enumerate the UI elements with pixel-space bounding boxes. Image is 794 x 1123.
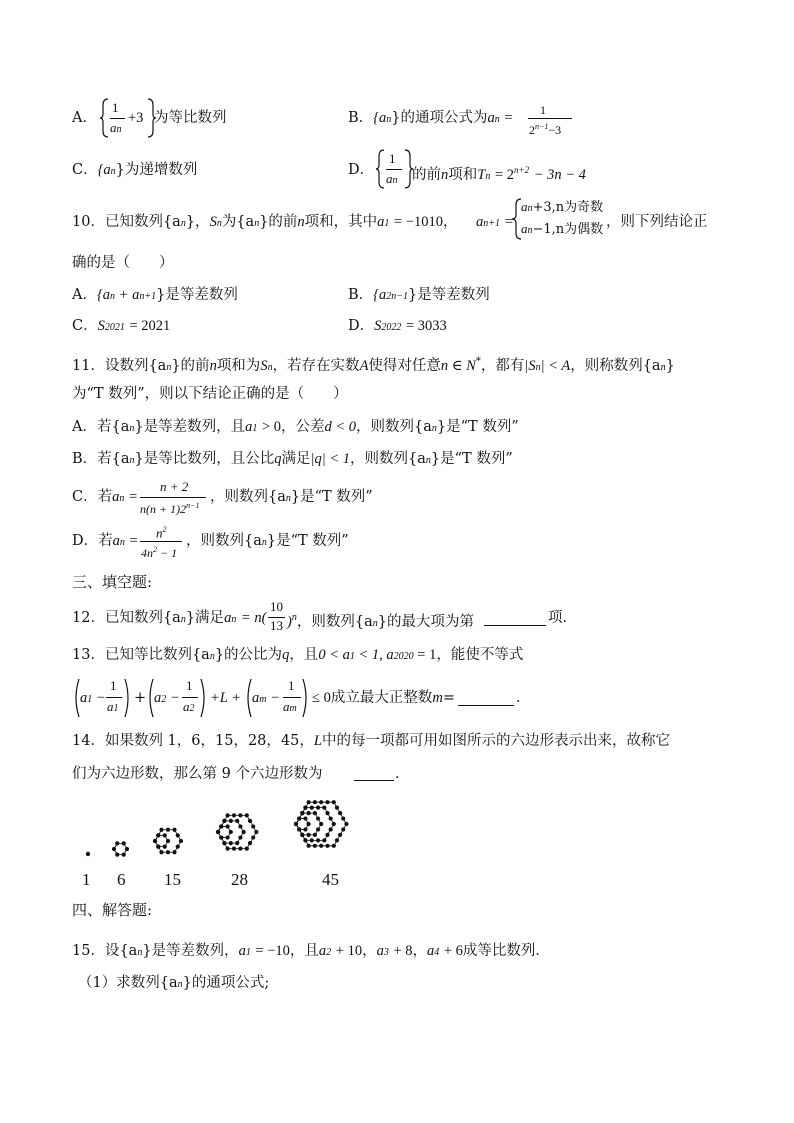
q10-option-c: C．S2021 = 2021 — [72, 318, 171, 334]
q14-stem-line1: 14．如果数列 1，6，15，28，45，L中的每一项都可用如图所示的六边形表示出来，故称它 — [72, 733, 670, 749]
hex-dot — [86, 852, 90, 856]
q13-paren-m-right — [302, 678, 310, 718]
q11-stem-line2: 为“T 数列”，则以下结论正确的是（ ） — [72, 386, 348, 402]
q10-option-d: D．S2022 = 3033 — [348, 318, 447, 334]
q13-termm-a: am − — [252, 690, 280, 706]
q13-term2-den: a2 — [183, 699, 195, 714]
hex-label-45: 45 — [322, 870, 339, 889]
q13-paren-m-left — [244, 678, 252, 718]
q10-case-2: an−1,n为偶数 — [521, 221, 604, 237]
q15-part-1: （1）求数列{an}的通项公式; — [78, 975, 270, 991]
q12-frac-num: 10 — [270, 599, 283, 614]
q9-b-frac-num: 1 — [540, 103, 546, 117]
q11-option-b: B．若{an}是等比数列，且公比q满足|q| < 1，则数列{an}是“T 数列” — [72, 451, 513, 467]
q11-d-frac-den: $4n^2 - 1$ — [141, 545, 178, 560]
section-answer-heading: 四、解答题: — [72, 901, 153, 919]
q9-a-frac-num: 1 — [112, 100, 119, 115]
q11-c-frac-den: $n(n + 1)2^{n-1}$ — [140, 501, 200, 516]
q12-frac-den: 13 — [270, 618, 283, 633]
q13-paren-2-right — [200, 678, 208, 718]
q13-paren-1-right — [124, 678, 132, 718]
q13-term2-num: 1 — [186, 678, 193, 693]
section-fill-in-heading: 三、填空题: — [72, 573, 153, 591]
q15-stem: 15．设{an}是等差数列，a1 = −10，且a2 + 10，a3 + 8，a4 + 6成等比数列． — [72, 943, 550, 959]
q12-stem-c: 项． — [548, 610, 577, 626]
q11-option-d-b: ，则数列{an}是“T 数列” — [186, 533, 349, 549]
q13-tail: ≤ 0成立最大正整数m= — [312, 690, 455, 706]
q10-stem-line1-end: ，则下列结论正 — [606, 214, 708, 230]
q9-option-c: C．{an}为递增数列 — [72, 162, 198, 178]
q10-option-a: A．{an + an+1}是等差数列 — [72, 287, 238, 303]
q9-option-a: A． — [72, 110, 97, 126]
q9-d-frac-den: an — [386, 171, 398, 186]
hex-label-15: 15 — [164, 870, 181, 889]
hexagonal-numbers-figure — [70, 780, 390, 870]
q10-stem-line1: 10．已知数列{an}，Sn为{an}的前n项和，其中a1 = −1010， — [72, 214, 458, 230]
q9-option-b: B．{an}的通项公式为an = — [348, 110, 513, 126]
q13-term1-a: a1 − — [80, 690, 106, 706]
q12-stem-b: )$^n$，则数列{an}的最大项为第 — [287, 612, 474, 630]
q12-stem-a: 12．已知数列{an}满足an = n( — [72, 610, 267, 626]
q9-a-text: 为等比数列 — [154, 110, 227, 126]
q13-term1-den: a1 — [107, 699, 119, 714]
q13-period: ． — [516, 690, 531, 706]
q13-answer-blank[interactable] — [458, 705, 514, 706]
q11-stem-line1: 11．设数列{an}的前n项和为Sn，若存在实数A使得对任意n ∈ N*，都有|Sn| < A，则称数列{an} — [72, 356, 675, 374]
q12-answer-blank[interactable] — [484, 625, 546, 626]
q13-stem-line1: 13．已知等比数列{an}的公比为q，且0 < a1 < 1, a2020 = 1，能使不等式 — [72, 647, 524, 663]
q11-option-c-a: C．若an = — [72, 489, 138, 505]
q13-termm-den: am — [283, 699, 297, 714]
q13-paren-2-left — [146, 678, 154, 718]
q9-d-frac-num: 1 — [389, 151, 396, 166]
q9-a-left-brace — [100, 97, 110, 139]
q10-option-b: B．{a2n−1}是等差数列 — [348, 287, 490, 303]
q13-inequality — [72, 676, 532, 722]
q13-termm-num: 1 — [288, 678, 295, 693]
q9-a-frac-den: an — [110, 120, 122, 135]
hex-label-28: 28 — [231, 870, 248, 889]
q13-plus-1: + — [134, 690, 147, 706]
q10-recurrence-lhs: an+1 = — [476, 214, 513, 230]
q9-d-left-brace — [376, 148, 386, 190]
hex-label-6: 6 — [117, 870, 126, 889]
q9-option-d-label: D． — [348, 162, 375, 178]
q13-ellipsis: +L + — [210, 690, 241, 706]
q13-paren-1-left — [72, 678, 80, 718]
q10-case-1: an+3,n为奇数 — [521, 199, 604, 215]
q11-option-d-a: D．若an = — [72, 533, 138, 549]
q11-option-a: A．若{an}是等差数列，且a1 > 0，公差d < 0，则数列{an}是“T 数列” — [72, 419, 519, 435]
q11-option-c-b: ，则数列{an}是“T 数列” — [210, 489, 373, 505]
q11-c-frac-num: n + 2 — [160, 479, 189, 494]
q10-stem-line2: 确的是（ ） — [72, 255, 174, 271]
q9-a-plus: +3 — [128, 110, 144, 126]
q13-term1-num: 1 — [110, 678, 117, 693]
q9-d-text: 的前n项和$Tn = 2^{n+2} - 3n - 4$ — [412, 165, 586, 183]
hex-label-1: 1 — [82, 870, 91, 889]
q14-stem-line2: 们为六边形数，那么第 9 个六边形数为 — [72, 766, 323, 782]
q14-stem-line2-end: ． — [395, 766, 410, 782]
q11-d-frac-num: $n^2$ — [156, 525, 167, 541]
q13-term2-a: a2 − — [154, 690, 180, 706]
q9-b-frac-den: $2^{n-1}-3$ — [529, 122, 562, 137]
